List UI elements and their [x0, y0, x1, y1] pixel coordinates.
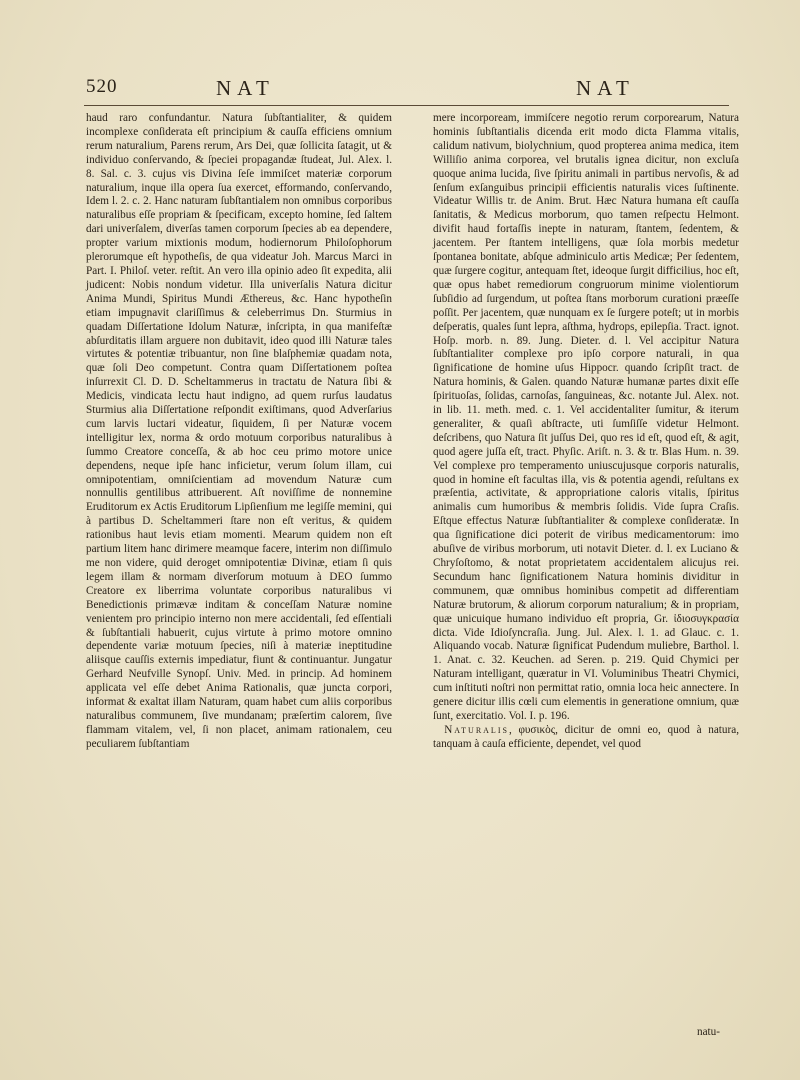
left-column: [86, 112, 392, 752]
entry-headword: Naturalis: [444, 723, 509, 736]
entry-greek: φυσικὸς: [518, 723, 556, 736]
right-column: [433, 112, 739, 752]
entry-text: , dicitur de omni eo, quod à natura, tanquam à cauſa efficiente, dependet, vel quod: [433, 723, 739, 750]
header-rule: [84, 105, 729, 106]
left-column-text: haud raro confundantur. Natura ſubſtantialiter, & quidem incomplexe conſiderata eſt principium & cauſſa efficiens omnium rerum naturalium, Parens rerum, Ars Dei, quæ ſollicita ſatagit, ut & individuo conſervando, & ſpeciei propagandæ ſtudeat, Jul. Alex. l. 8. Sal. c. 3. cujus vis Divina ſeſe immiſcet materiæ corporum naturalium, inque illa opera ſua exercet, efformando, conſervando, Idem l. 2. c. 2. Hanc naturam ſubſtantialem non omnibus corporibus naturalibus eſſe propriam & ſpecificam, excepto homine, ſed ſaltem dari univerſalem, diverſas tamen corporum ſpecies ab ea dependere, propter varium mixtionis modum, hodiernorum Philoſophorum plerorumque eſt hypotheſis, de qua videatur Joh. Marcus Marci in Part. I. Philoſ. veter. reſtit. An vero illa opinio adeo ſit expedita, alii judicent: Nobis nondum videtur. Illa univerſalis Natura dicitur Anima Mundi, Spiritus Mundi Æthereus, &c. Hanc hypotheſin etiam impugnavit clariſſimus & celeberrimus Dn. Sturmius in quadam Diſſertatione Idolum Naturæ, inſcripta, in qua manifeſtæ abſurditatis illam arguere non dubitavit, ideo quod illi Naturæ tales virtutes & potentiæ tribuantur, non ſine blaſphemiæ quadam nota, quæ ſoli Deo competunt. Contra quam Diſſertationem poſtea inſurrexit Cl. D. D. Scheltammerus in tractatu de Natura ſibi & Medicis, vindicata lectu haut indigno, ad quem rurſus laudatus Sturmius alia Diſſertatione reſpondit exiſtimans, quod Adverſarius cum larvis luctari videatur, ſiquidem, ſi per Naturæ vocem intelligitur lex, norma & ordo motuum corporibus naturalibus à ſummo Creatore conceſſa, & ab hoc ceu primo motore unice dependens, neque ipſe hanc inficietur, verum ſolum illam, cui omnipotentiam, omniſcientiam ad movendum Naturæ cum nonnullis gentilibus attribuerent. Aſt noviſſime de nonnemine Eruditorum ex Actis Eruditorum Lipſienſium me legiſſe memini, qui à partibus D. Scheltammeri ſtare non eſt veritus, & quidem rationibus haut levis etiam momenti. Mearum quidem non eſt partium litem hanc dirimere meamque facere, interim non diſſimulo me non videre, quid deroget omnipotentiæ Divinæ, etiam ſi quis legem illam & normam diverſorum motuum à DEO ſummo Creatore ex liberrima voluntate corporibus naturalibus vi Benedictionis primævæ inditam & conceſſam Naturæ nomine venientem pro principio interno non mere accidentali, ſed eſſentiali & ſubſtantiali habuerit, cujus virtute à primo motore omnino dependente variæ motuum ſpecies, niſi à materiæ ineptitudine aliisque cauſſis externis impediatur, fiunt & continuantur. Jungatur Gerhard Neufville Synopſ. Univ. Med. in princip. Ad hominem applicata vel eſſe debet Anima Rationalis, quæ juncta corpori, informat & exaltat illam Naturam, quam habet cum aliis corporibus naturalibus communem, ſive mundanam; præſertim calorem, ſive flammam vitalem, vel, ſi non placet, animam rationalem, ceu peculiarem ſubſtantiam: [86, 112, 392, 750]
catchword: natu-: [697, 1026, 720, 1038]
running-head-left: NAT: [216, 76, 275, 100]
page-number: 520: [86, 76, 118, 97]
running-head-right: NAT: [576, 76, 635, 100]
page-header: [86, 76, 726, 104]
right-column-text: mere incorpoream, immiſcere negotio rerum corporearum, Natura hominis ſubſtantialis dicenda erit modo dicta Flamma vitalis, calidum nativum, biolychnium, quod propterea anima medica, item Williſio anima corporea, vel brutalis ignea dicitur, non excluſa quoque anima lucida, ſive ſpiritu animali in partibus nervoſis, & ad ſenſum exſanguibus principii efficientis naturalis vices ſuſtinente. Videatur Willis tr. de Anim. Brut. Hæc Natura humana eſt cauſſa ſanitatis, & Medicus morborum, quo tamen reſpectu Helmont. divifit haud fortaſſis inepte in naturam, ſtantem, ſedentem, & jacentem. Per ſtantem intelligens, quæ ſola morbis medetur ſpontanea bonitate, abſque adminiculo artis Medicæ; Per ſedentem, quæ ſurgere cogitur, antequam ſtet, ideoque ſurgit difficilius, hoc eſt, quæ opus habet remediorum congruorum minime violentiorum ſubſidio ad ſurgendum, ut poſtea ſtans morborum curationi præeſſe poſſit. Per jacentem, quæ nunquam ex ſe ſurgere poteſt; ut in morbis deſperatis, quales ſunt lepra, aſthma, hydrops, epilepſia. Tract. ignot. Hoſp. morb. n. 89. Jung. Dieter. d. l. Vel accipitur Natura ſubſtantialiter complexe pro ipſo corpore naturali, in qua ſignificatione de homine uſus Hippocr. quando ſcripſit tract. de Natura hominis, & Galen. quando Naturæ humanæ partes dixit eſſe ſpirituoſas, ſolidas, carnoſas, ſanguineas, &c. notante Jul. Alex. not. in lib. 11. meth. med. c. 1. Vel accidentaliter ſumitur, & iterum generaliter, & quaſi abſtracte, uti ſumſiſſe videtur Helmont. deſcribens, quo Natura ſit juſſus Dei, quo res id eſt, quod eſt, & agit, quod agere juſſa eſt, tract. Phyſic. Ariſt. n. 3. & tr. Blas Hum. n. 39. Vel complexe pro temperamento uniuscujusque corporis naturalis, quod in homine eſt facultas illa, vis & potentia agendi, reſultans ex præſentia, activitate, & appropriatione caloris vitalis, ſpiritus animalis cum humoribus & membris ſolidis. Vide ſupra Craſis. Eſtque effectus Naturæ ſubſtantialiter & complexe conſideratæ. In qua ſignificatione dici poterit de viribus medicamentorum: imo abuſive de viribus morborum, uti notavit Dieter. d. l. ex Luciano & Chryſoſtomo, & notat proprietatem accidentalem alicujus rei. Secundum hanc ſignificationem Natura hominis dividitur in communem, quæ omnibus hominibus competit ad differentiam Naturæ brutorum, & aliorum corporum naturalium; & in propriam, quæ unicuique humano individuo eſt propria, Gr. ἰδιοσυγκρασία dicta. Vide Idioſyncraſia. Jung. Jul. Alex. l. 1. ad Glauc. c. 1. Aliquando vocab. Naturæ ſignificat Pudendum muliebre, Barthol. l. 1. Anat. c. 32. Keuchen. ad Seren. p. 219. Quid Chymici per Naturam intelligant, quæratur in VI. Voluminibus Theatri Chymici, cum inſtituti noſtri non permittat ratio, omnia loca heic annectere. In genere dicitur illis cœli cum elementis in generatione omnium, quæ ſunt, exercitatio. Vol. I. p. 196.: [433, 112, 739, 722]
dictionary-entry: Naturalis, φυσικὸς, dicitur de omni eo, quod à natura, tanquam à cauſa efficiente, dependet, vel quod: [433, 723, 739, 750]
